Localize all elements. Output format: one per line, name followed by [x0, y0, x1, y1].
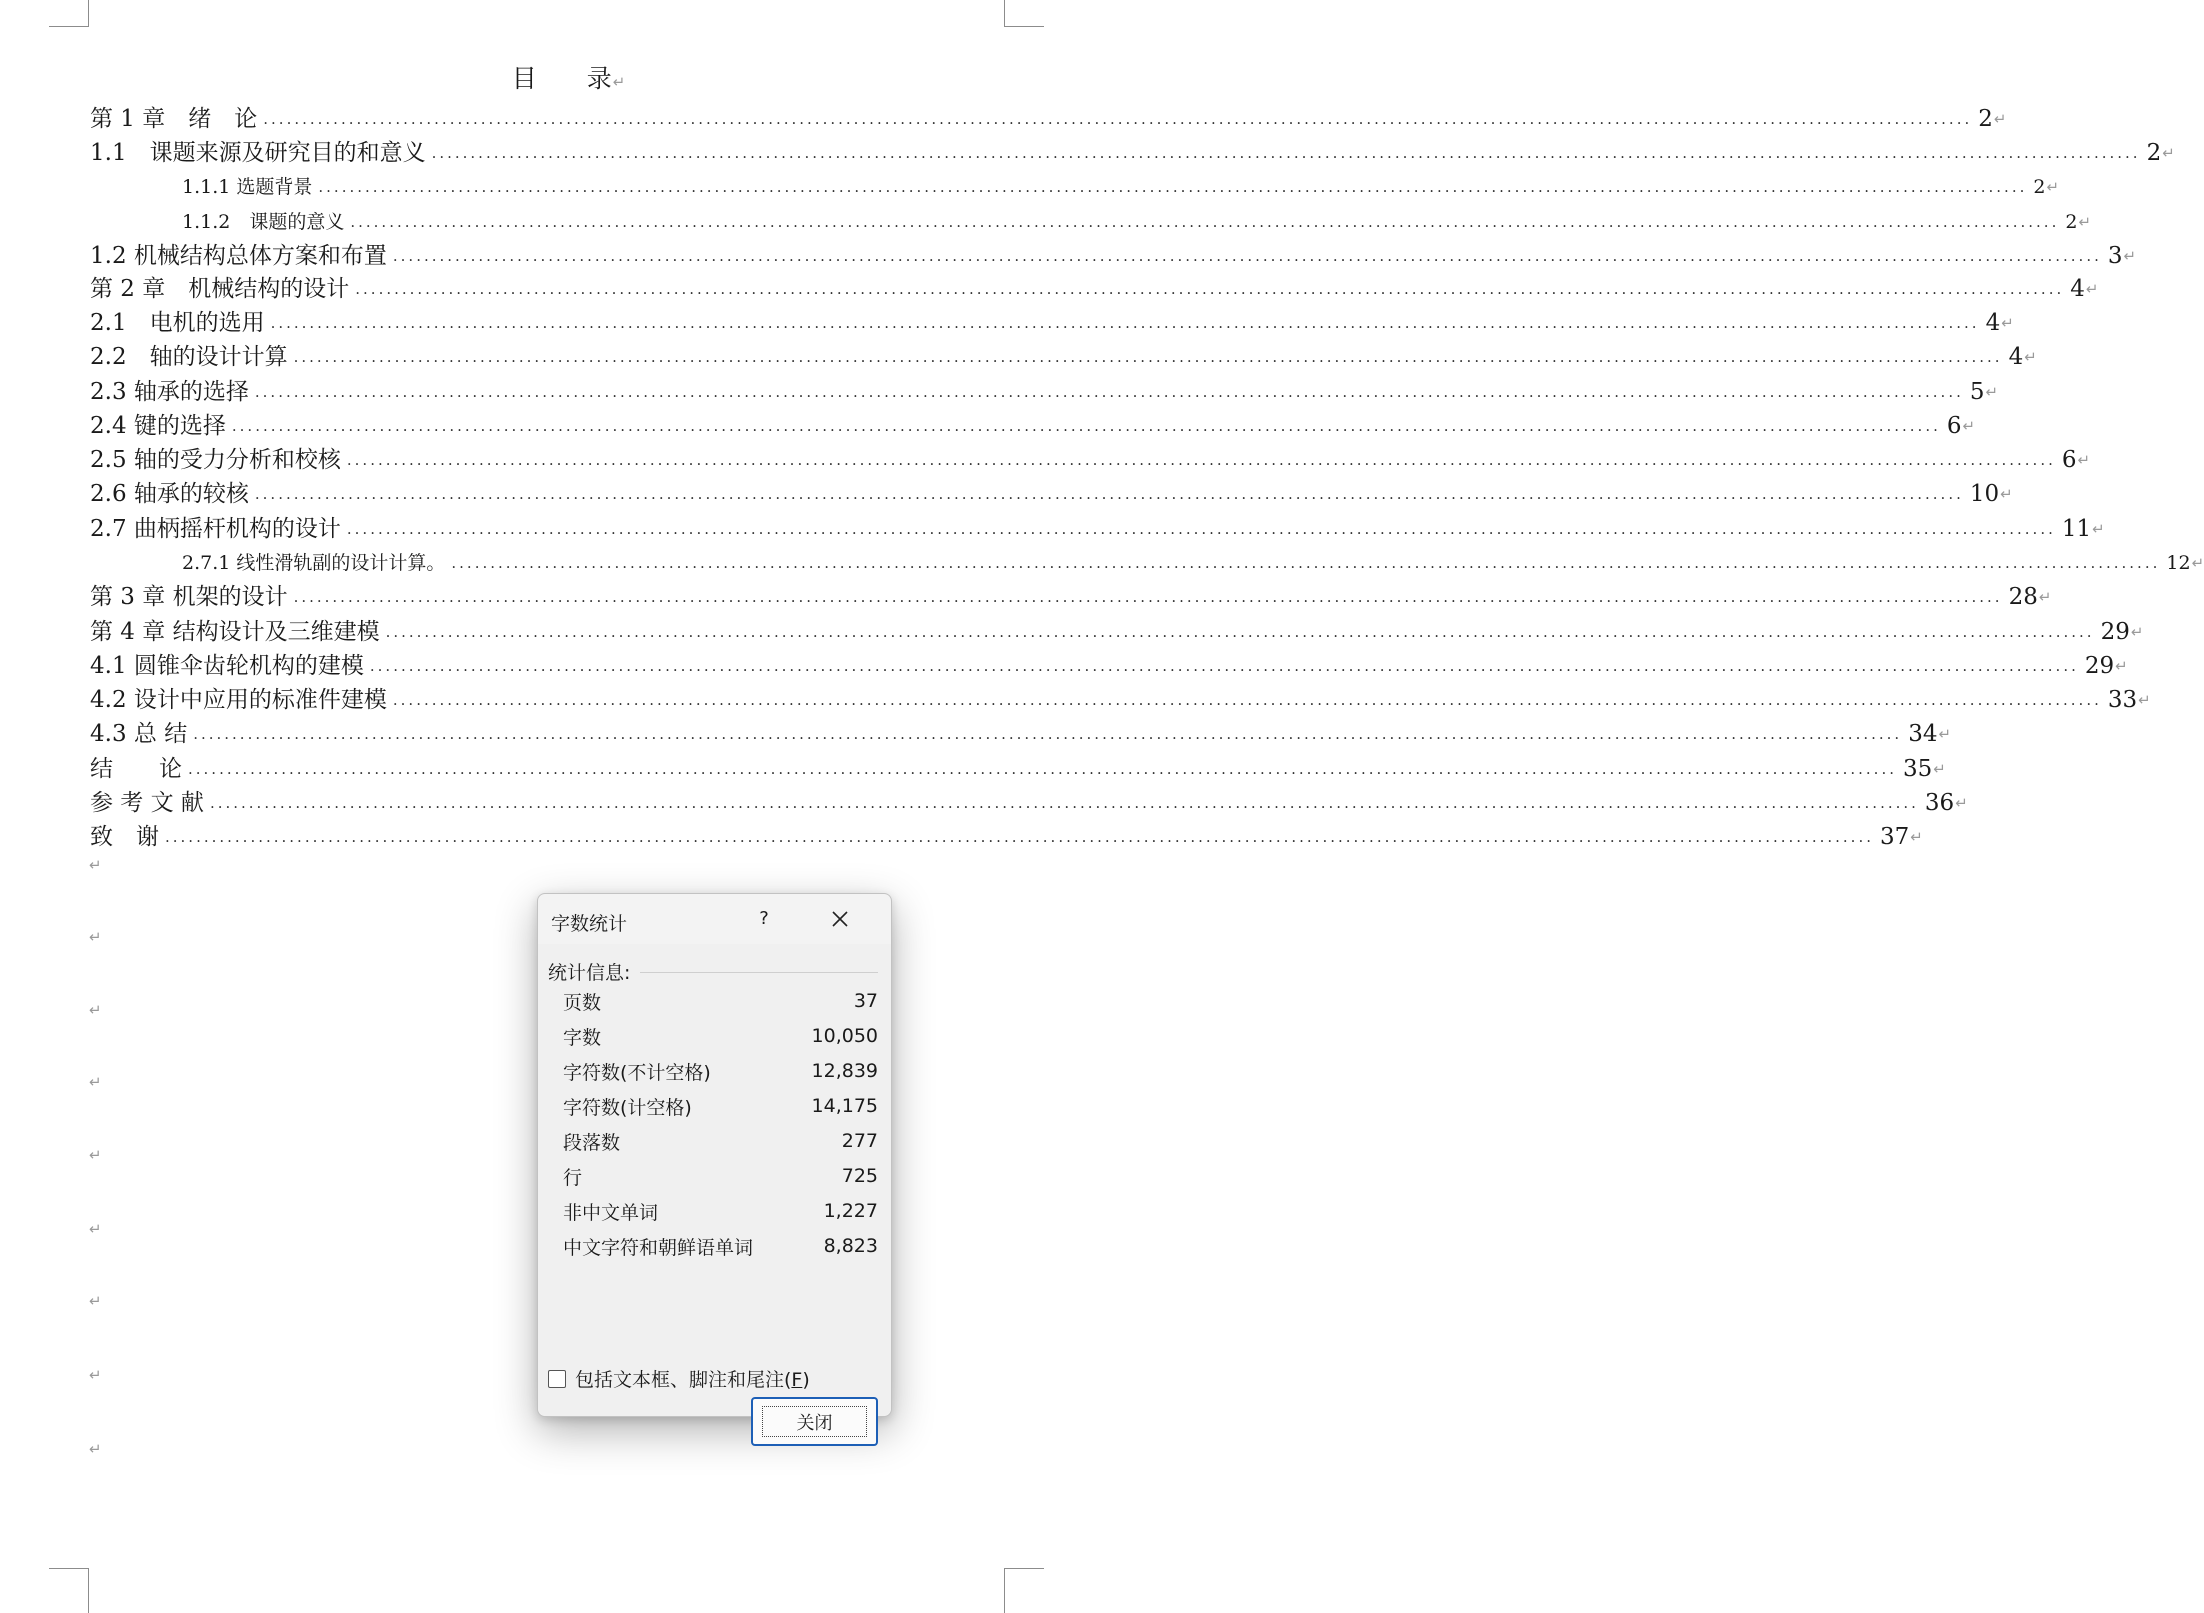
toc-entry[interactable] — [90, 409, 1976, 443]
toc-heading — [0, 62, 1137, 96]
toc-entry-label: 1.1.1 选题背景 — [182, 176, 313, 198]
stat-value: 37 — [853, 990, 878, 1012]
paragraph-mark-icon: ↵ — [1962, 417, 1976, 435]
stat-label: 页数 — [563, 991, 602, 1014]
toc-entry[interactable] — [90, 512, 2105, 546]
include-textbox-footnotes-option[interactable] — [548, 1365, 810, 1392]
toc-entry-label: 2.6 轴承的较核 — [90, 481, 249, 507]
toc-entry-label: 2.3 轴承的选择 — [90, 379, 249, 405]
toc-page-number: 33 — [2107, 687, 2138, 713]
paragraph-mark-icon: ↵ — [89, 1292, 102, 1310]
toc-entry-label: 4.1 圆锥伞齿轮机构的建模 — [90, 653, 364, 679]
stat-row — [563, 1091, 878, 1121]
paragraph-mark-icon: ↵ — [1993, 110, 2007, 128]
toc-entry-label: 参 考 文 献 — [90, 790, 204, 816]
toc-dot-leader: ............................................................................................................................................................................................................................ — [254, 383, 1964, 401]
toc-dot-leader: ............................................................................................................................................................................................................................ — [293, 348, 2003, 366]
toc-entry-label: 1.1.2 课题的意义 — [182, 211, 345, 233]
toc-entry[interactable] — [182, 170, 2060, 204]
paragraph-mark-icon: ↵ — [89, 1073, 102, 1091]
toc-entry-label: 致 谢 — [90, 824, 159, 850]
toc-page-number: 3 — [2107, 243, 2123, 269]
paragraph-mark-icon: ↵ — [2078, 213, 2092, 231]
stat-value: 14,175 — [811, 1095, 878, 1117]
stat-label: 字符数(不计空格) — [563, 1061, 711, 1084]
toc-entry-label: 4.3 总 结 — [90, 721, 188, 747]
stat-value: 725 — [841, 1165, 878, 1187]
toc-page-number: 35 — [1902, 756, 1933, 782]
paragraph-mark-icon: ↵ — [2024, 348, 2037, 366]
paragraph-mark-icon: ↵ — [612, 73, 626, 91]
toc-page-number: 4 — [2008, 344, 2024, 370]
toc-page-number: 28 — [2008, 584, 2038, 610]
stat-row — [563, 1196, 878, 1226]
stat-value: 8,823 — [823, 1235, 878, 1257]
stat-label: 非中文单词 — [563, 1201, 659, 1224]
toc-dot-leader: ............................................................................................................................................................................................................................ — [431, 144, 2141, 162]
crop-mark-bottom-right — [1004, 1568, 1044, 1613]
toc-entry-label: 1.1 课题来源及研究目的和意义 — [90, 140, 426, 166]
toc-dot-leader: ............................................................................................................................................................................................................................ — [193, 725, 1903, 743]
toc-page-number: 37 — [1879, 824, 1910, 850]
toc-entry[interactable] — [90, 717, 1952, 751]
paragraph-mark-icon: ↵ — [2092, 520, 2105, 538]
toc-dot-leader: ............................................................................................................................................................................................................................ — [209, 794, 1919, 812]
paragraph-mark-icon: ↵ — [2123, 247, 2137, 265]
toc-entry[interactable] — [90, 820, 1923, 854]
toc-page-number: 34 — [1908, 721, 1938, 747]
toc-entry-label: 2.5 轴的受力分析和校核 — [90, 447, 341, 473]
paragraph-mark-icon: ↵ — [2046, 178, 2060, 196]
stat-row — [563, 1231, 878, 1261]
paragraph-mark-icon: ↵ — [89, 1366, 102, 1384]
toc-dot-leader: ............................................................................................................................................................................................................................ — [270, 314, 1980, 332]
toc-entry[interactable] — [182, 546, 2204, 580]
toc-entry-label: 第 4 章 结构设计及三维建模 — [90, 619, 380, 645]
stat-label: 行 — [563, 1166, 583, 1189]
toc-entry-label: 4.2 设计中应用的标准件建模 — [90, 687, 387, 713]
toc-entry-label: 第 1 章 绪 论 — [90, 106, 258, 132]
stat-value: 12,839 — [811, 1060, 878, 1082]
paragraph-mark-icon: ↵ — [1938, 725, 1952, 743]
checkbox-label: 包括文本框、脚注和尾注(F) — [575, 1369, 810, 1391]
toc-dot-leader: ............................................................................................................................................................................................................................ — [165, 828, 1874, 846]
paragraph-mark-icon: ↵ — [2085, 280, 2099, 298]
paragraph-mark-icon: ↵ — [89, 1146, 102, 1164]
dialog-close-button[interactable] — [825, 906, 855, 932]
toc-entry[interactable] — [90, 340, 2037, 374]
toc-page-number: 4 — [1985, 310, 2001, 336]
stat-value: 277 — [841, 1130, 878, 1152]
crop-mark-top-left — [49, 0, 89, 27]
toc-entry[interactable] — [90, 306, 2014, 340]
group-divider — [640, 972, 878, 973]
toc-entry[interactable] — [90, 752, 1946, 786]
toc-entry-label: 2.1 电机的选用 — [90, 310, 265, 336]
toc-dot-leader: ............................................................................................................................................................................................................................ — [254, 485, 1964, 503]
toc-entry[interactable] — [90, 272, 2099, 306]
paragraph-mark-icon: ↵ — [2038, 588, 2052, 606]
toc-entry[interactable] — [90, 580, 2052, 614]
paragraph-mark-icon: ↵ — [1985, 383, 1999, 401]
close-icon — [830, 909, 850, 929]
paragraph-mark-icon: ↵ — [89, 1220, 102, 1238]
paragraph-mark-icon: ↵ — [89, 1001, 102, 1019]
stat-row — [563, 1056, 878, 1086]
stat-row — [563, 1161, 878, 1191]
toc-dot-leader: ............................................................................................................................................................................................................................ — [369, 657, 2079, 675]
toc-entry[interactable] — [90, 136, 2175, 170]
toc-title-text: 目 录 — [511, 64, 612, 93]
toc-entry[interactable] — [90, 443, 2091, 477]
paragraph-mark-icon: ↵ — [2077, 451, 2091, 469]
toc-entry-label: 第 2 章 机械结构的设计 — [90, 276, 350, 302]
toc-dot-leader: ............................................................................................................................................................................................................................ — [385, 623, 2095, 641]
paragraph-mark-icon: ↵ — [2138, 691, 2151, 709]
toc-page-number: 4 — [2070, 276, 2085, 302]
paragraph-mark-icon: ↵ — [89, 928, 102, 946]
toc-page-number: 2 — [2146, 140, 2162, 166]
toc-page-number: 11 — [2061, 516, 2092, 542]
toc-page-number: 36 — [1924, 790, 1955, 816]
paragraph-mark-icon: ↵ — [2000, 485, 2013, 503]
toc-page-number: 12 — [2166, 552, 2191, 574]
toc-page-number: 29 — [2100, 619, 2130, 645]
toc-dot-leader: ............................................................................................................................................................................................................................ — [293, 588, 2003, 606]
paragraph-mark-icon: ↵ — [1910, 828, 1923, 846]
toc-page-number: 10 — [1969, 481, 2000, 507]
toc-entry[interactable] — [182, 205, 2092, 239]
toc-entry-label: 2.7.1 线性滑轨副的设计计算。 — [182, 552, 446, 574]
crop-mark-top-right — [1004, 0, 1044, 27]
toc-dot-leader: ............................................................................................................................................................................................................................ — [392, 247, 2102, 265]
toc-entry[interactable] — [90, 615, 2144, 649]
toc-dot-leader: ............................................................................................................................................................................................................................ — [188, 760, 1897, 778]
toc-entry[interactable] — [90, 375, 1999, 409]
toc-entry-label: 2.7 曲柄摇杆机构的设计 — [90, 516, 341, 542]
paragraph-mark-icon: ↵ — [1955, 794, 1968, 812]
stat-label: 段落数 — [563, 1131, 621, 1154]
toc-dot-leader: ............................................................................................................................................................................................................................ — [451, 554, 2161, 572]
toc-entry[interactable] — [90, 239, 2137, 273]
toc-page-number: 6 — [1946, 413, 1962, 439]
close-button-label: 关闭 — [762, 1406, 867, 1437]
toc-entry[interactable] — [90, 102, 2007, 136]
toc-entry[interactable] — [90, 649, 2128, 683]
toc-entry-label: 2.4 键的选择 — [90, 413, 226, 439]
stat-row — [563, 1126, 878, 1156]
paragraph-mark-icon: ↵ — [2191, 554, 2204, 572]
stat-label: 字数 — [563, 1026, 602, 1049]
toc-page-number: 2 — [2033, 176, 2046, 198]
toc-page-number: 5 — [1969, 379, 1985, 405]
toc-dot-leader: ............................................................................................................................................................................................................................ — [231, 417, 1941, 435]
toc-page-number: 6 — [2061, 447, 2077, 473]
toc-entry[interactable] — [90, 786, 1968, 820]
toc-page-number: 29 — [2084, 653, 2115, 679]
stat-label: 中文字符和朝鲜语单词 — [563, 1236, 754, 1259]
stat-row — [563, 1021, 878, 1051]
toc-dot-leader: ............................................................................................................................................................................................................................ — [350, 213, 2060, 231]
toc-dot-leader: ............................................................................................................................................................................................................................ — [346, 520, 2056, 538]
word-count-dialog — [537, 893, 892, 1434]
paragraph-mark-icon: ↵ — [2162, 144, 2175, 162]
toc-dot-leader: ............................................................................................................................................................................................................................ — [355, 280, 2065, 298]
toc-dot-leader: ............................................................................................................................................................................................................................ — [392, 691, 2102, 709]
toc-entry[interactable] — [90, 683, 2151, 717]
paragraph-mark-icon: ↵ — [2001, 314, 2014, 332]
toc-page-number: 2 — [2065, 211, 2078, 233]
toc-entry-label: 1.2 机械结构总体方案和布置 — [90, 243, 387, 269]
checkbox-icon[interactable] — [548, 1370, 566, 1388]
stat-label: 字符数(计空格) — [563, 1096, 692, 1119]
toc-entry-label: 第 3 章 机架的设计 — [90, 584, 288, 610]
paragraph-mark-icon: ↵ — [2130, 623, 2144, 641]
toc-dot-leader: ............................................................................................................................................................................................................................ — [318, 178, 2028, 196]
paragraph-mark-icon: ↵ — [89, 1440, 102, 1458]
toc-entry-label: 结 论 — [90, 756, 182, 782]
toc-page-number: 2 — [1978, 106, 1993, 132]
stat-value: 10,050 — [811, 1025, 878, 1047]
help-button[interactable]: ? — [759, 908, 769, 929]
toc-entry-label: 2.2 轴的设计计算 — [90, 344, 288, 370]
statistics-group-title: 统计信息: — [548, 962, 631, 984]
crop-mark-bottom-left — [49, 1568, 89, 1613]
toc-entry[interactable] — [90, 477, 2013, 511]
paragraph-mark-icon: ↵ — [2115, 657, 2128, 675]
close-button[interactable] — [751, 1397, 878, 1446]
stat-row — [563, 986, 878, 1016]
paragraph-mark-icon: ↵ — [1933, 760, 1946, 778]
paragraph-mark-icon: ↵ — [89, 856, 102, 874]
dialog-body — [538, 944, 891, 1434]
stat-value: 1,227 — [823, 1200, 878, 1222]
toc-dot-leader: ............................................................................................................................................................................................................................ — [346, 451, 2056, 469]
toc-dot-leader: ............................................................................................................................................................................................................................ — [263, 110, 1973, 128]
dialog-title: 字数统计 — [551, 913, 628, 935]
